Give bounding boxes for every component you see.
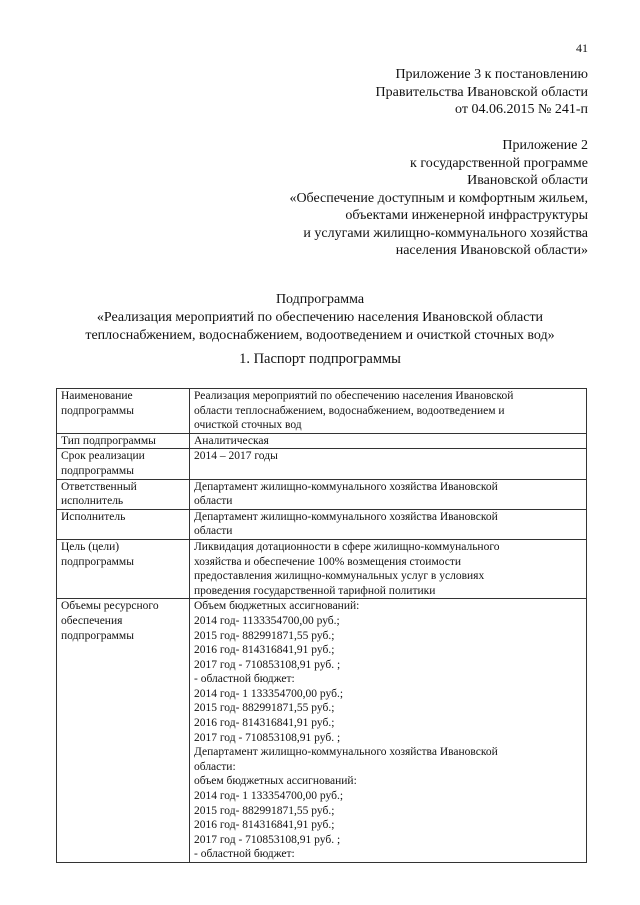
passport-label-cell-line: подпрограммы: [61, 464, 134, 477]
passport-value-cell-line: 2016 год- 814316841,91 руб.;: [194, 717, 335, 730]
passport-label-cell-line: подпрограммы: [61, 555, 134, 568]
passport-value-cell: [190, 433, 587, 449]
passport-row: [57, 479, 587, 509]
passport-value-cell-line: 2014 год- 1133354700,00 руб.;: [194, 614, 340, 627]
annex3-line: от 04.06.2015 № 241-п: [455, 102, 588, 117]
passport-value-cell-line: Департамент жилищно-коммунального хозяйства Ивановской: [194, 510, 498, 523]
passport-row: [57, 449, 587, 479]
annex2-line: к государственной программе: [410, 155, 588, 171]
annex3-line: Правительства Ивановской области: [375, 84, 588, 100]
passport-value-cell-line: Аналитическая: [194, 434, 269, 447]
passport-label-cell-line: Объемы ресурсного: [61, 600, 159, 613]
passport-label-cell-line: Цель (цели): [61, 540, 120, 553]
passport-value-cell-line: предоставления жилищно-коммунальных услуг в условиях: [194, 570, 485, 583]
passport-row: [57, 389, 587, 434]
passport-value-cell-line: хозяйства и обеспечение 100% возмещения стоимости: [194, 555, 462, 568]
passport-value-cell-line: 2017 год - 710853108,91 руб. ;: [194, 658, 341, 671]
passport-label-cell: [57, 599, 190, 863]
annex2-line: «Обеспечение доступным и комфортным жильем,: [289, 190, 588, 206]
passport-value-cell-line: 2016 год- 814316841,91 руб.;: [194, 644, 335, 657]
passport-label-cell-line: Ответственный: [61, 480, 137, 493]
passport-row: [57, 433, 587, 449]
subprogram-title-line: «Реализация мероприятий по обеспечению населения Ивановской области: [96, 310, 544, 325]
passport-value-cell-line: проведения государственной тарифной политики: [194, 584, 436, 597]
passport-label-cell-line: обеспечения: [61, 614, 123, 627]
subprogram-title-line: теплоснабжением, водоснабжением, водоотведением и очисткой сточных вод»: [85, 328, 555, 343]
annex2-line: населения Ивановской области»: [395, 243, 588, 258]
passport-table: [56, 388, 587, 863]
annex2-line: и услугами жилищно-коммунального хозяйства: [303, 225, 588, 241]
passport-label-cell-line: Исполнитель: [61, 510, 126, 523]
passport-label-cell: [57, 509, 190, 539]
passport-row: [57, 599, 587, 863]
passport-label-cell: [57, 389, 190, 434]
passport-label-cell-line: Наименование: [61, 390, 133, 402]
passport-value-cell-line: Объем бюджетных ассигнований:: [194, 600, 360, 613]
passport-value-cell-line: очисткой сточных вод: [194, 419, 302, 432]
passport-row: [57, 539, 587, 598]
passport-value-cell: [190, 509, 587, 539]
passport-value-cell-line: области: [194, 495, 233, 508]
annex2-approval-block: [289, 137, 588, 260]
passport-value-cell-line: объем бюджетных ассигнований:: [194, 775, 357, 788]
passport-value-cell-line: 2015 год- 882991871,55 руб.;: [194, 804, 335, 817]
passport-value-cell: [190, 389, 587, 434]
passport-row: [57, 509, 587, 539]
passport-value-cell-line: 2014 – 2017 годы: [194, 450, 278, 463]
passport-value-cell-line: 2017 год - 710853108,91 руб. ;: [194, 833, 341, 846]
passport-value-cell-line: Ликвидация дотационности в сфере жилищно-коммунального: [194, 540, 500, 553]
passport-value-cell-line: 2015 год- 882991871,55 руб.;: [194, 702, 335, 715]
passport-value-cell: [190, 599, 587, 863]
subprogram-title-block: [0, 291, 640, 345]
passport-label-cell-line: исполнитель: [61, 495, 124, 508]
passport-label-cell: [57, 539, 190, 598]
passport-label-cell-line: Срок реализации: [61, 450, 145, 463]
annex2-line: Приложение 2: [502, 138, 588, 153]
passport-value-cell-line: - областной бюджет:: [194, 673, 295, 686]
passport-title: 1. Паспорт подпрограммы: [239, 351, 401, 367]
page-number: 41: [576, 41, 588, 55]
passport-label-cell: [57, 479, 190, 509]
passport-value-cell-line: Департамент жилищно-коммунального хозяйства Ивановской: [194, 480, 498, 493]
passport-value-cell-line: Департамент жилищно-коммунального хозяйства Ивановской: [194, 746, 498, 759]
page-bottom-margin: [0, 884, 640, 905]
passport-value-cell: [190, 449, 587, 479]
passport-value-cell: [190, 479, 587, 509]
passport-value-cell-line: области:: [194, 760, 236, 773]
passport-value-cell-line: области теплоснабжением, водоснабжением, водоотведением и: [194, 404, 505, 417]
annex2-line: объектами инженерной инфраструктуры: [345, 208, 588, 223]
passport-value-cell-line: 2014 год- 1 133354700,00 руб.;: [194, 687, 344, 700]
passport-value-cell-line: 2015 год- 882991871,55 руб.;: [194, 629, 335, 642]
annex2-line: Ивановской области: [467, 173, 588, 188]
passport-value-cell-line: 2014 год- 1 133354700,00 руб.;: [194, 790, 344, 803]
passport-value-cell-line: - областной бюджет:: [194, 848, 295, 861]
passport-label-cell: [57, 449, 190, 479]
passport-label-cell-line: подпрограммы: [61, 404, 134, 417]
passport-label-cell-line: Тип подпрограммы: [61, 434, 156, 447]
passport-value-cell-line: области: [194, 525, 233, 538]
passport-value-cell-line: 2016 год- 814316841,91 руб.;: [194, 819, 335, 832]
subprogram-heading: Подпрограмма: [275, 292, 365, 307]
passport-value-cell-line: Реализация мероприятий по обеспечению населения Ивановской: [194, 390, 514, 402]
passport-label-cell-line: подпрограммы: [61, 629, 134, 642]
annex3-line: Приложение 3 к постановлению: [395, 67, 588, 82]
passport-value-cell-line: 2017 год - 710853108,91 руб. ;: [194, 731, 341, 744]
annex3-approval-block: [376, 66, 588, 119]
passport-value-cell: [190, 539, 587, 598]
passport-label-cell: [57, 433, 190, 449]
